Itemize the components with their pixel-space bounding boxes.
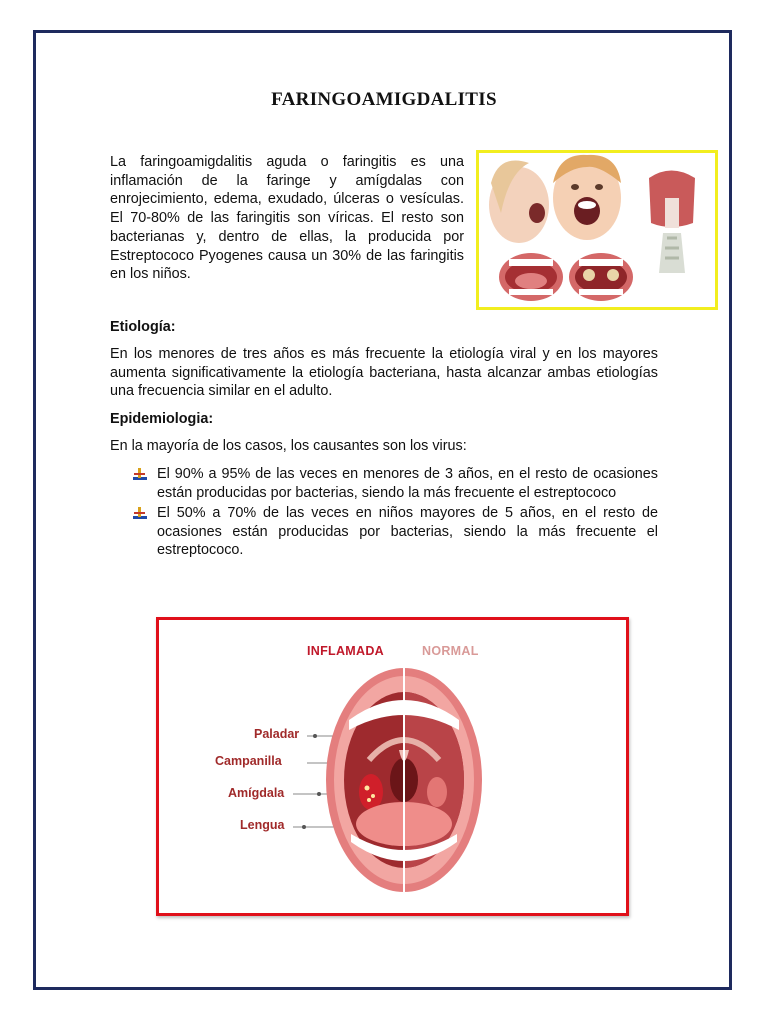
epidemiologia-intro: En la mayoría de los casos, los causantes son los virus: (110, 438, 467, 454)
mouth-illustration (159, 620, 626, 913)
bullet-icon (133, 507, 147, 519)
list-item (130, 504, 658, 560)
inflamed-heading: INFLAMADA (307, 644, 384, 658)
label-paladar: Paladar (254, 727, 300, 741)
list-item (130, 465, 658, 502)
etiologia-paragraph: En los menores de tres años es más frecuente la etiología viral y en los mayores aumenta significativamente la etiología bacteriana, hasta alcanzar ambas etiologías una frecuencia similar en el adulto. (110, 346, 658, 400)
label-lengua: Lengua (240, 818, 285, 832)
photo-illustration (479, 153, 715, 307)
throat-diagram (156, 617, 629, 916)
normal-heading: NORMAL (422, 644, 479, 658)
list-item-text: El 50% a 70% de las veces en niños mayores de 5 años, en el resto de ocasiones están producidas por bacterias, siendo la más frecuente el estreptococo. (157, 505, 658, 558)
label-amigdala: Amígdala (228, 786, 285, 800)
bullet-icon (133, 468, 147, 480)
label-campanilla: Campanilla (215, 754, 282, 768)
epidemiologia-heading: Epidemiologia: (110, 411, 214, 427)
epidemiologia-list (130, 465, 658, 560)
list-item-text: El 90% a 95% de las veces en menores de 3 años, en el resto de ocasiones están producidas por bacterias, siendo la más frecuente el estreptococo (157, 466, 658, 501)
pharyngitis-photo-collage (476, 150, 718, 310)
intro-paragraph: La faringoamigdalitis aguda o faringitis es una inflamación de la faringe y amígdalas con enrojecimiento, edema, exudado, úlceras o vesículas. El 70-80% de las faringitis son víricas. El resto son bacterianas y, dentro de ellas, la producida por Estreptococo Pyogenes causa un 30% de las faringitis en los niños. (110, 154, 464, 283)
page-title: FARINGOAMIGDALITIS (271, 89, 497, 110)
etiologia-heading: Etiología: (110, 319, 176, 335)
